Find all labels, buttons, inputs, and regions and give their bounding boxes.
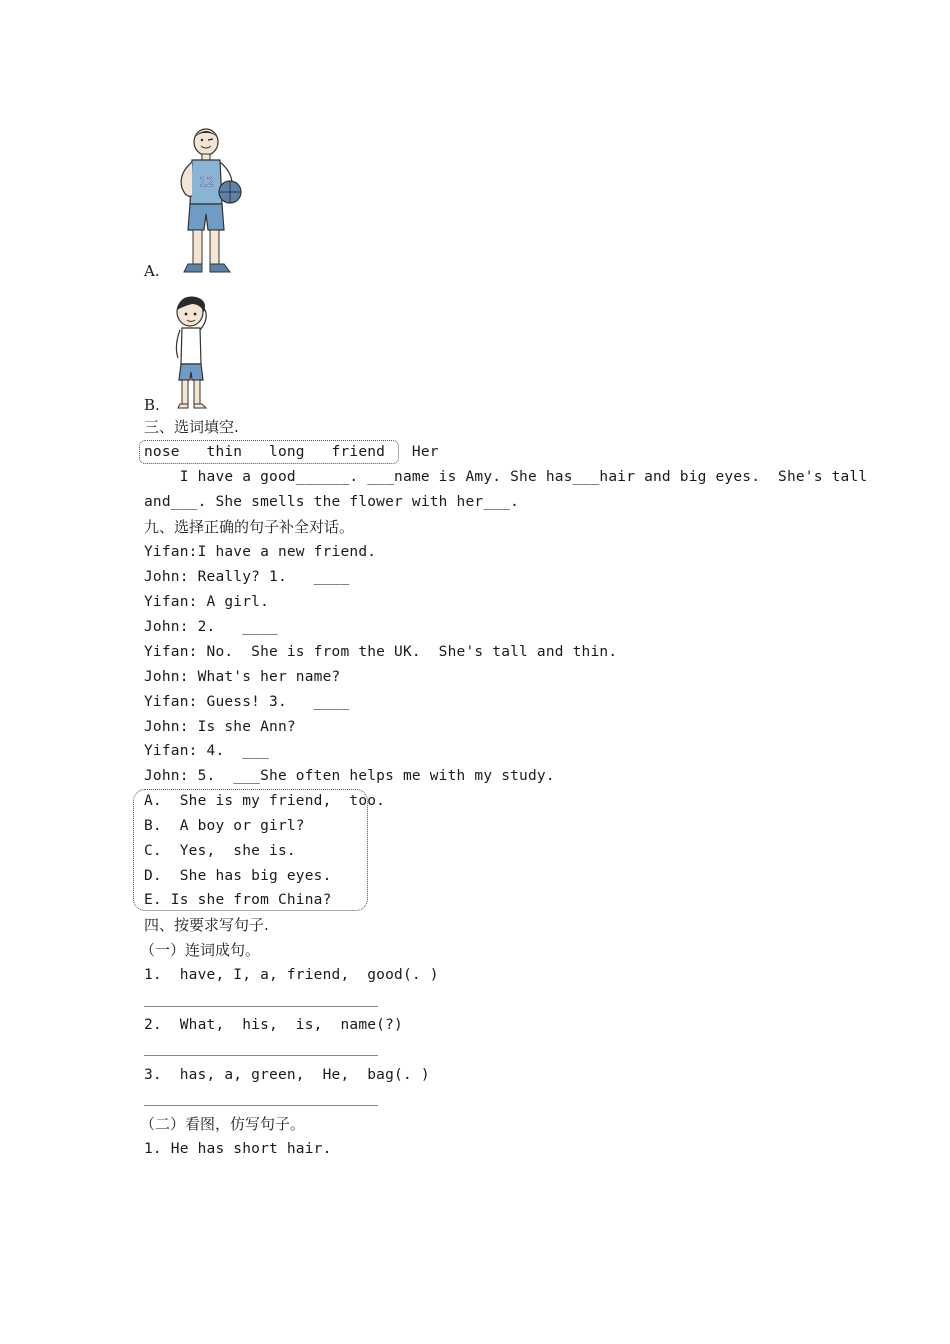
option-a: A. She is my friend, too. (144, 793, 386, 809)
option-d: D. She has big eyes. (144, 868, 332, 884)
dialogue-line: Yifan: A girl. (144, 594, 270, 610)
answer-line-3 (144, 1105, 378, 1106)
dialogue-line: John: 2. ____ (144, 619, 278, 635)
reorder-item-1: 1. have, I, a, friend, good(. ) (144, 967, 439, 983)
passage-line-1: I have a good______. ___name is Amy. She has___hair and big eyes. She's tall (144, 469, 868, 485)
svg-text:12: 12 (199, 175, 215, 189)
tall-boy-basketball-illustration (168, 126, 250, 278)
thin-boy-illustration (166, 294, 218, 410)
dialogue-line: Yifan: 4. ___ (144, 743, 270, 759)
option-e: E. Is she from China? (144, 892, 332, 908)
dialogue-line: John: Really? 1. ____ (144, 569, 350, 585)
figure-a-label: A. (144, 262, 160, 280)
reorder-item-3: 3. has, a, green, He, bag(. ) (144, 1067, 430, 1083)
option-b: B. A boy or girl? (144, 818, 305, 834)
option-c: C. Yes, she is. (144, 843, 296, 859)
part-1-title: （一）连词成句。 (140, 941, 261, 959)
dialogue-line: Yifan: Guess! 3. ____ (144, 694, 350, 710)
dialogue-line: John: Is she Ann? (144, 719, 296, 735)
dialogue-line: Yifan:I have a new friend. (144, 544, 377, 560)
word-bank: nose thin long friend Her (144, 444, 439, 460)
example-sentence: 1. He has short hair. (144, 1141, 332, 1157)
dialogue-line: John: 5. ___She often helps me with my study. (144, 768, 555, 784)
figure-b-label: B. (144, 396, 160, 414)
dialogue-line: Yifan: No. She is from the UK. She's tall and thin. (144, 644, 618, 660)
passage-line-2: and___. She smells the flower with her___. (144, 494, 520, 510)
answer-line-2 (144, 1055, 378, 1056)
section-9-title: 九、选择正确的句子补全对话。 (144, 518, 355, 536)
section-3-title: 三、选词填空. (144, 418, 239, 436)
reorder-item-2: 2. What, his, is, name(?) (144, 1017, 403, 1033)
answer-line-1 (144, 1006, 378, 1007)
part-2-title: （二）看图，仿写句子。 (140, 1115, 306, 1133)
section-4-title: 四、按要求写句子. (144, 916, 269, 934)
dialogue-line: John: What's her name? (144, 669, 341, 685)
